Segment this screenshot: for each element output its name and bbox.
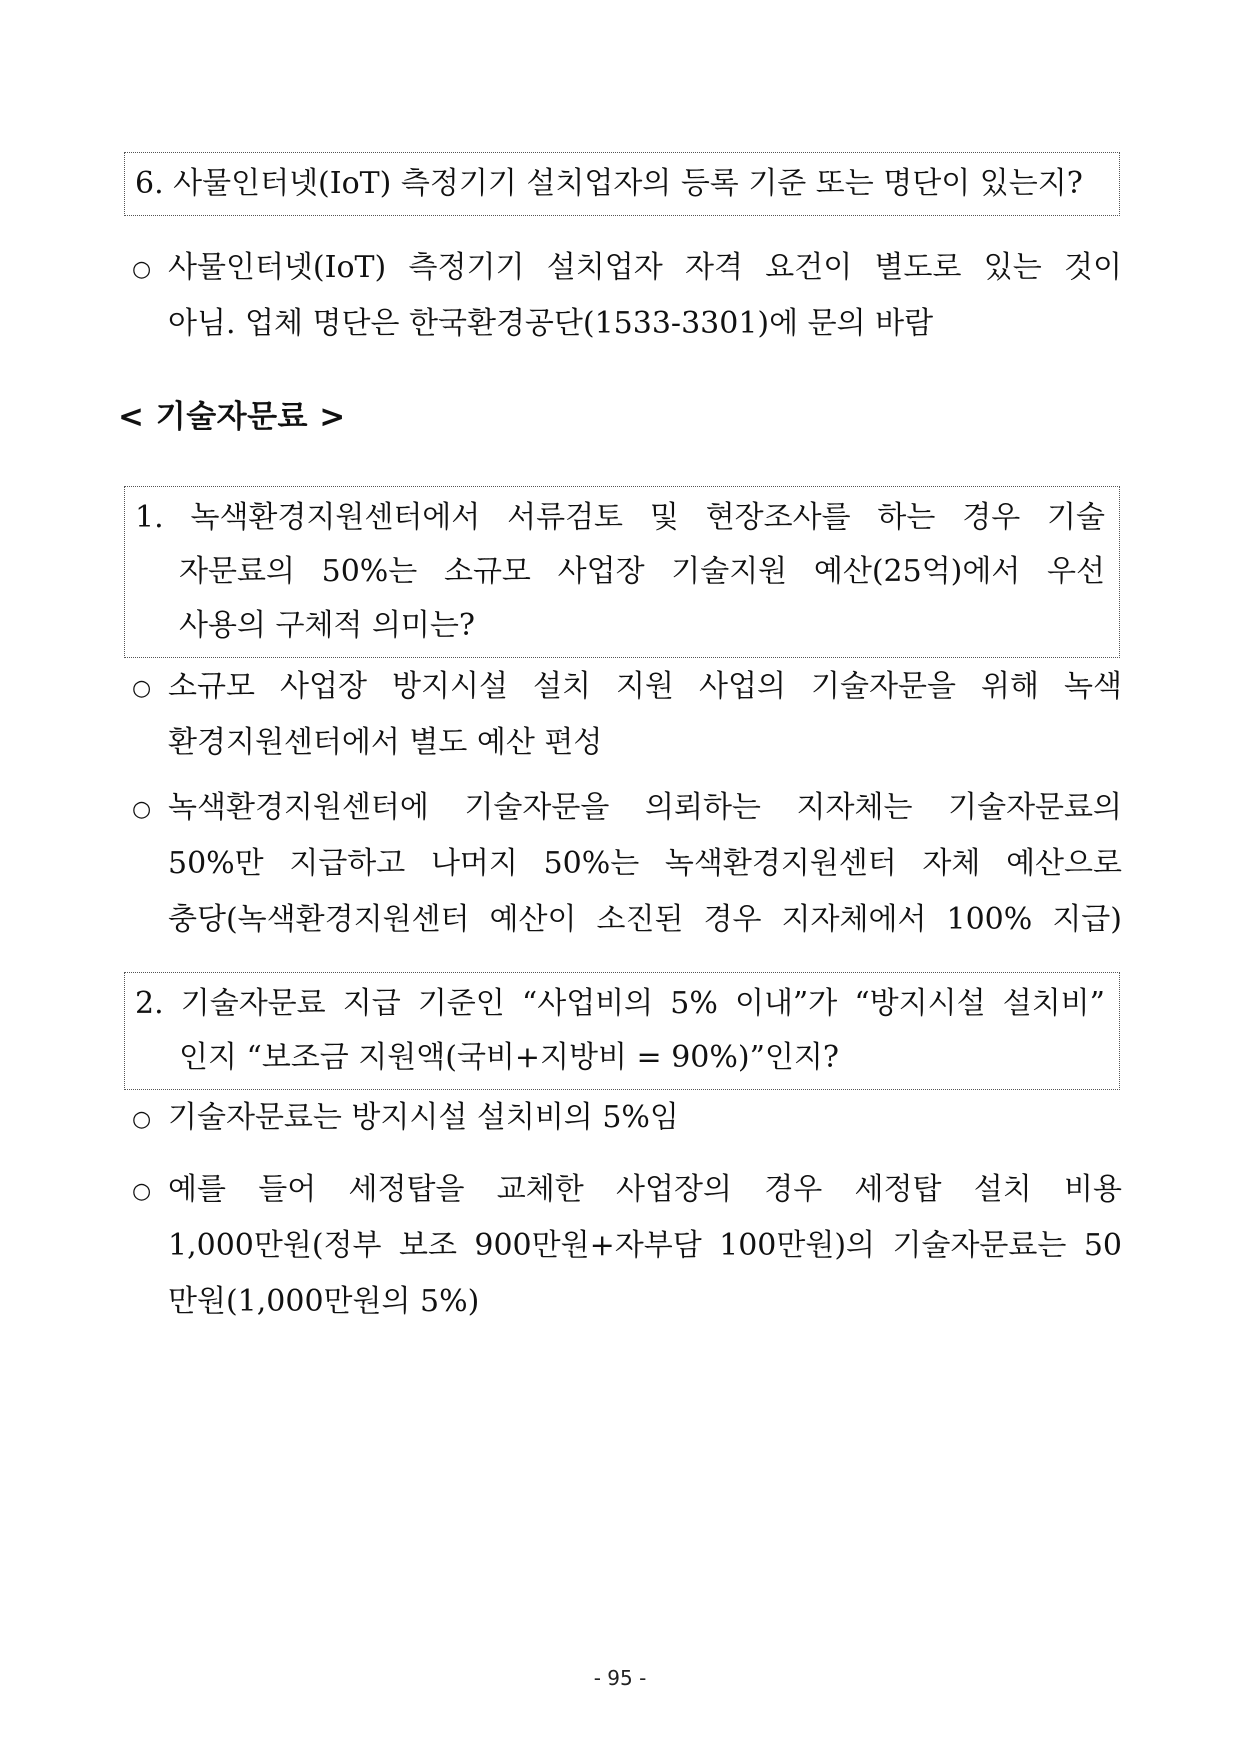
answer-6-line-2: 아님. 업체 명단은 한국환경공단(1533-3301)에 문의 바람 — [168, 306, 934, 341]
answer-1-item-1-line-2: 환경지원센터에서 별도 예산 편성 — [168, 725, 603, 760]
answer-6-line-1: ○ 사물인터넷(IoT) 측정기기 설치업자 자격 요건이 별도로 있는 것이 — [132, 240, 1122, 296]
bullet-icon: ○ — [132, 1179, 152, 1204]
question-6-line-1: 6. 사물인터넷(IoT) 측정기기 설치업자의 등록 기준 또는 명단이 있는지? — [135, 166, 1083, 201]
answer-2-item-2-line-2: 1,000만원(정부 보조 900만원+자부담 100만원)의 기술자문료는 50 — [168, 1228, 1122, 1263]
bullet-icon: ○ — [132, 797, 152, 822]
answer-2-item-1-line-1: ○ 기술자문료는 방지시설 설치비의 5%임 — [132, 1090, 1122, 1146]
section-heading: < 기술자문료 > — [118, 399, 346, 435]
question-1-line-3: 사용의 구체적 의미는? — [179, 608, 475, 643]
answer-1-item-2-line-1: ○ 녹색환경지원센터에 기술자문을 의뢰하는 지자체는 기술자문료의 — [132, 780, 1122, 836]
answer-1-item-1 — [132, 659, 1122, 771]
answer-2-item-2-line-1: ○ 예를 들어 세정탑을 교체한 사업장의 경우 세정탑 설치 비용 — [132, 1162, 1122, 1218]
bullet-icon: ○ — [132, 1107, 152, 1132]
question-box-1 — [124, 486, 1120, 658]
answer-2-item-2 — [132, 1162, 1122, 1330]
bullet-icon: ○ — [132, 676, 152, 701]
answer-2-item-2-line-3: 만원(1,000만원의 5%) — [168, 1284, 480, 1319]
bullet-icon: ○ — [132, 257, 152, 282]
answer-6 — [132, 240, 1122, 352]
question-box-2 — [124, 972, 1120, 1090]
question-2-line-1: 2. 기술자문료 지급 기준인 “사업비의 5% 이내”가 “방지시설 설치비” — [135, 986, 1105, 1021]
answer-1-item-2-line-3: 충당(녹색환경지원센터 예산이 소진된 경우 지자체에서 100% 지급) — [168, 902, 1122, 937]
answer-1-item-2 — [132, 780, 1122, 948]
answer-1-item-2-line-2: 50%만 지급하고 나머지 50%는 녹색환경지원센터 자체 예산으로 — [168, 846, 1122, 881]
answer-2-item-1 — [132, 1090, 1122, 1146]
page-number: - 95 - — [593, 1666, 647, 1690]
question-2-line-2: 인지 “보조금 지원액(국비+지방비 = 90%)”인지? — [179, 1040, 839, 1075]
answer-1-item-1-line-1: ○ 소규모 사업장 방지시설 설치 지원 사업의 기술자문을 위해 녹색 — [132, 659, 1122, 715]
question-1-line-1: 1. 녹색환경지원센터에서 서류검토 및 현장조사를 하는 경우 기술 — [135, 500, 1105, 535]
question-box-6 — [124, 152, 1120, 216]
question-1-line-2: 자문료의 50%는 소규모 사업장 기술지원 예산(25억)에서 우선 — [179, 554, 1105, 589]
